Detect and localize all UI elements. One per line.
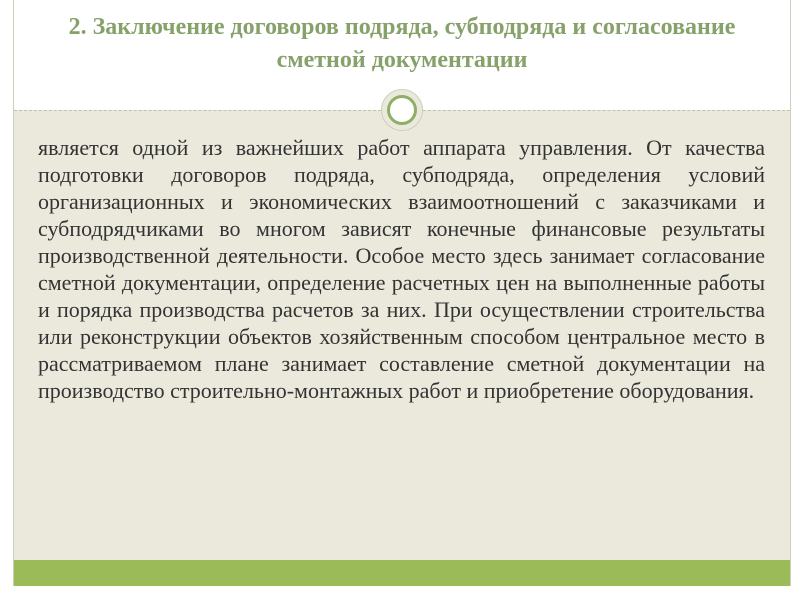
slide-title: 2. Заключение договоров подряда, субподряда и согласование сметной документации [68, 14, 736, 73]
slide-frame [13, 0, 791, 586]
ring-inner [387, 95, 417, 125]
footer-accent-bar [14, 560, 790, 586]
circle-ring-icon [381, 89, 423, 131]
slide-body-text: является одной из важнейших работ аппарата управления. От качества подготовки договоров подряда, субподряда, определения условий организационных и экономических взаимоотношений с заказчиками и субподрядчиками во многом зависят конечные финансовые результаты производственной деятельности. Особое место здесь занимает согласование сметной документации, определение расчетных цен на выполненные работы и порядка производства расчетов за них. При осуществлении строительства или реконструкции объектов хозяйственным способом центральное место в рассматриваемом плане занимает составление сметной документации на производство строительно-монтажных работ и приобретение оборудования. [38, 135, 765, 403]
